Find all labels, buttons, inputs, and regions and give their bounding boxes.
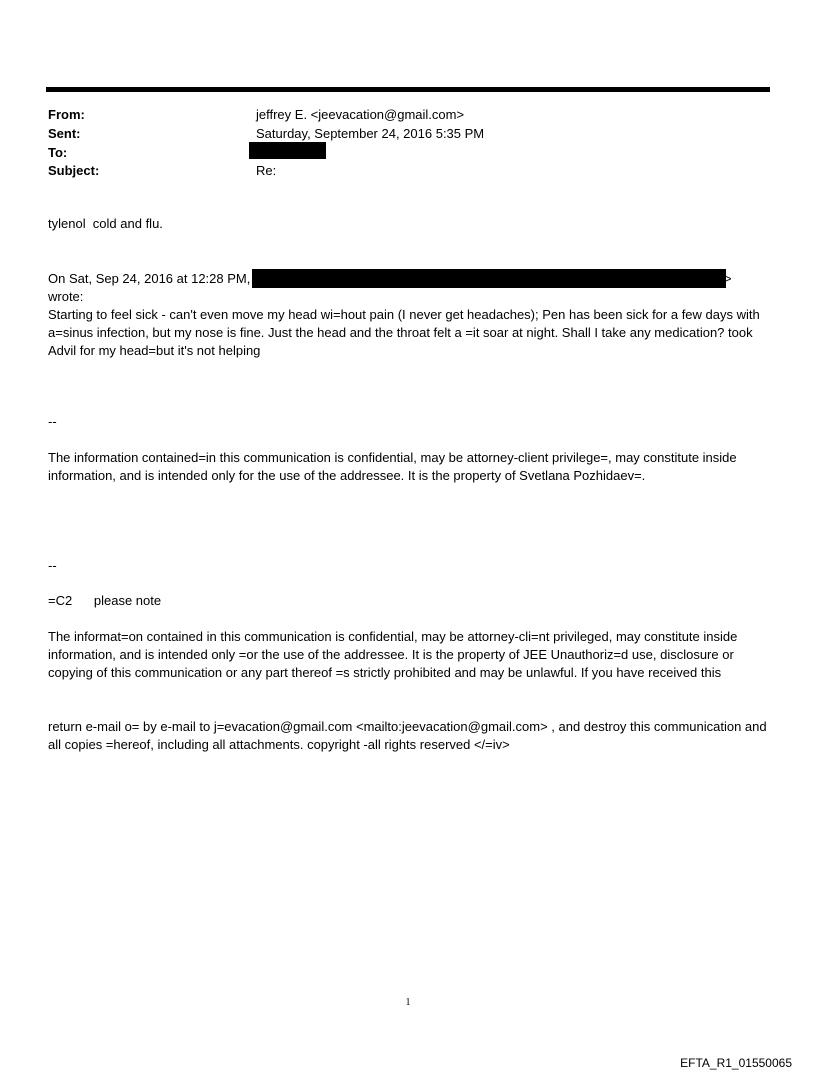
note-line: =C2 please note: [48, 593, 162, 608]
header-rule: [46, 87, 770, 92]
from-value: jeffrey E. <jeevacation@gmail.com>: [256, 107, 465, 122]
from-label: From:: [48, 107, 85, 122]
quote-wrote: wrote:: [48, 289, 84, 304]
sender-redaction: [252, 269, 726, 288]
sent-value: Saturday, September 24, 2016 5:35 PM: [256, 126, 485, 141]
page-number: 1: [405, 997, 411, 1008]
signature-separator-1: --: [48, 414, 57, 429]
quote-intro-end: >: [724, 271, 732, 286]
quoted-message: Starting to feel sick - can't even move my head wi=hout pain (I never get headaches); Pen has been sick for a few days with a=sinus infection, but my nose is fine. Just the head and the throat felt a =it soar at night. Shall I take any medication? took Advil for my head=but it's not helping: [48, 307, 764, 358]
subject-label: Subject:: [48, 163, 100, 178]
confidentiality-notice-2: The informat=on contained in this communication is confidential, may be attorney-cli=nt privileged, may constitute inside information, and is intended only =or the use of the addressee. It is the property of JEE Unauthoriz=d use, disclosure or copying of this communication or any part thereof =s strictly prohibited and may be unlawful. If you have received this: [48, 629, 741, 680]
signature-separator-2: --: [48, 558, 57, 573]
return-instructions: return e-mail o= by e-mail to j=evacation@gmail.com <mailto:jeevacation@gmail.com> , and destroy this communication and all copies =hereof, including all attachments. copyright -all rights reserved </=iv>: [48, 719, 771, 752]
to-redaction: [249, 142, 326, 159]
reply-text: tylenol cold and flu.: [48, 216, 163, 231]
quote-intro: On Sat, Sep 24, 2016 at 12:28 PM,: [48, 271, 251, 286]
subject-value: Re:: [256, 163, 277, 178]
confidentiality-notice-1: The information contained=in this communication is confidential, may be attorney-client privilege=, may constitute inside information, and is intended only for the use of the addressee. It is the property of Svetlana Pozhidaev=.: [48, 450, 741, 483]
to-label: To:: [48, 145, 68, 160]
sent-label: Sent:: [48, 126, 81, 141]
document-id: EFTA_R1_01550065: [680, 1056, 792, 1070]
